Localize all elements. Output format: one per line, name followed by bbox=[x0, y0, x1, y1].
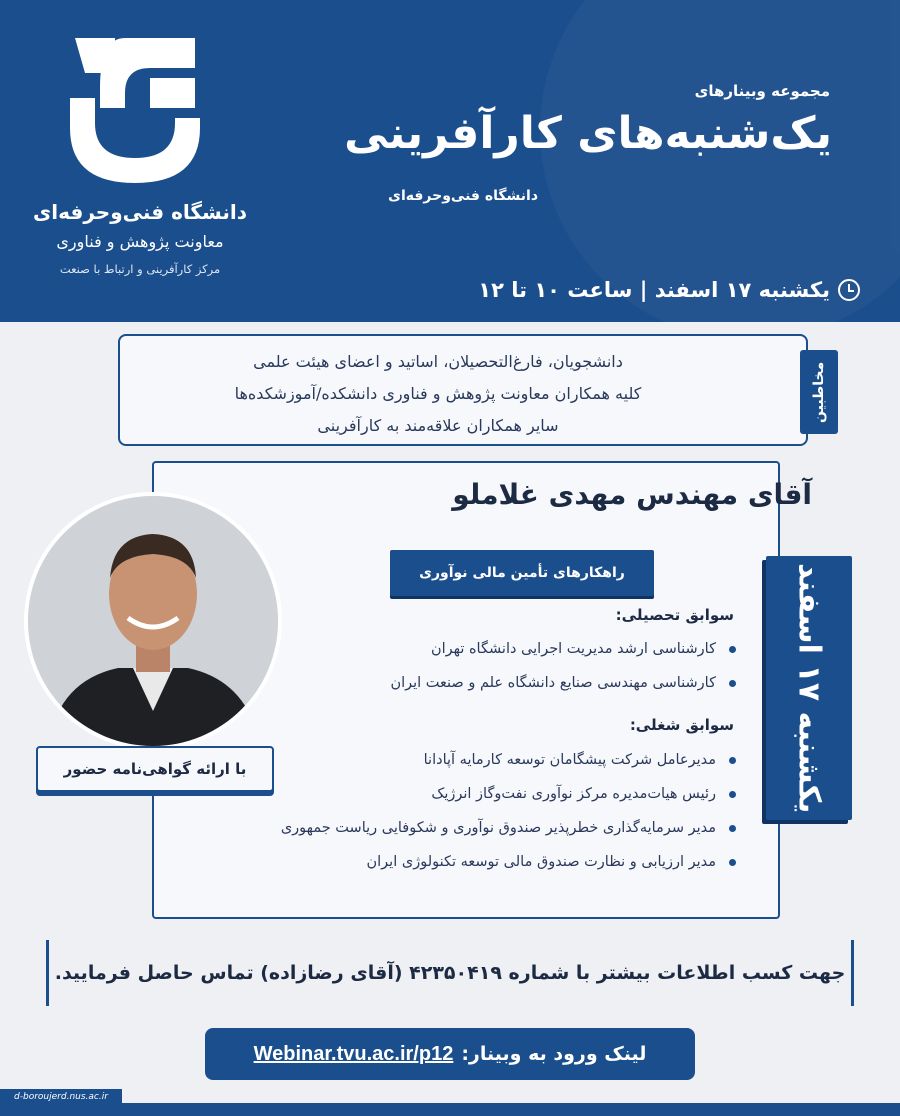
contact-info: جهت کسب اطلاعات بیشتر با شماره ۴۲۳۵۰۴۱۹ (آقای رضازاده) تماس حاصل فرمایید. bbox=[46, 940, 854, 1006]
series-university: دانشگاه فنی‌وحرفه‌ای bbox=[388, 188, 538, 204]
webinar-link-label: لینک ورود به وبینار: bbox=[461, 1043, 647, 1065]
certificate-note: با ارائه گواهی‌نامه حضور bbox=[36, 746, 274, 792]
event-date-time bbox=[478, 278, 860, 302]
list-item: کارشناسی ارشد مدیریت اجرایی دانشگاه تهران bbox=[390, 632, 738, 666]
topic-badge: راهکارهای تأمین مالی نوآوری bbox=[390, 550, 654, 596]
career-list bbox=[281, 743, 738, 879]
series-title: یک‌شنبه‌های کارآفرینی bbox=[344, 108, 832, 159]
date-time-text: یکشنبه ۱۷ اسفند | ساعت ۱۰ تا ۱۲ bbox=[478, 278, 830, 302]
list-item: کارشناسی مهندسی صنایع دانشگاه علم و صنعت ایران bbox=[390, 666, 738, 700]
list-item: مدیر ارزیابی و نظارت صندوق مالی توسعه تکنولوژی ایران bbox=[281, 845, 738, 879]
education-list bbox=[390, 632, 738, 700]
career-heading: سوابق شغلی: bbox=[629, 716, 734, 734]
audience-box bbox=[118, 334, 808, 446]
audience-line: کلیه همکاران معاونت پژوهش و فناوری دانشکده/آموزشکده‌ها bbox=[234, 384, 642, 403]
education-heading: سوابق تحصیلی: bbox=[615, 606, 734, 624]
webinar-link-box[interactable] bbox=[205, 1028, 695, 1080]
speaker-photo bbox=[28, 496, 278, 746]
speaker-name: آقای مهندس مهدی غلاملو bbox=[452, 478, 812, 511]
date-tag: یکشنبه ۱۷ اسفند bbox=[766, 556, 852, 820]
watermark: d-boroujerd.nus.ac.ir bbox=[0, 1089, 122, 1105]
university-name: دانشگاه فنی‌وحرفه‌ای bbox=[32, 200, 248, 224]
list-item: رئیس هیات‌مدیره مرکز نوآوری نفت‌وگاز انرژیک bbox=[281, 777, 738, 811]
series-label: مجموعه وبینارهای bbox=[694, 82, 830, 100]
list-item: مدیرعامل شرکت پیشگامان توسعه کارمایه آپادانا bbox=[281, 743, 738, 777]
department-name: معاونت پژوهش و فناوری bbox=[56, 232, 224, 251]
audience-line: سایر همکاران علاقه‌مند به کارآفرینی bbox=[317, 416, 559, 435]
person-icon bbox=[28, 496, 278, 746]
audience-line: دانشجویان، فارغ‌التحصیلان، اساتید و اعضای هیئت علمی bbox=[253, 352, 623, 371]
center-name: مرکز کارآفرینی و ارتباط با صنعت bbox=[59, 262, 221, 276]
clock-icon bbox=[838, 279, 860, 301]
header-banner bbox=[0, 0, 900, 322]
webinar-link[interactable]: Webinar.tvu.ac.ir/p12 bbox=[253, 1042, 454, 1065]
list-item: مدیر سرمایه‌گذاری خطرپذیر صندوق نوآوری و شکوفایی ریاست جمهوری bbox=[281, 811, 738, 845]
footer-bar bbox=[0, 1103, 900, 1116]
university-logo bbox=[55, 28, 215, 188]
audience-tag: مخاطبین bbox=[800, 350, 838, 434]
